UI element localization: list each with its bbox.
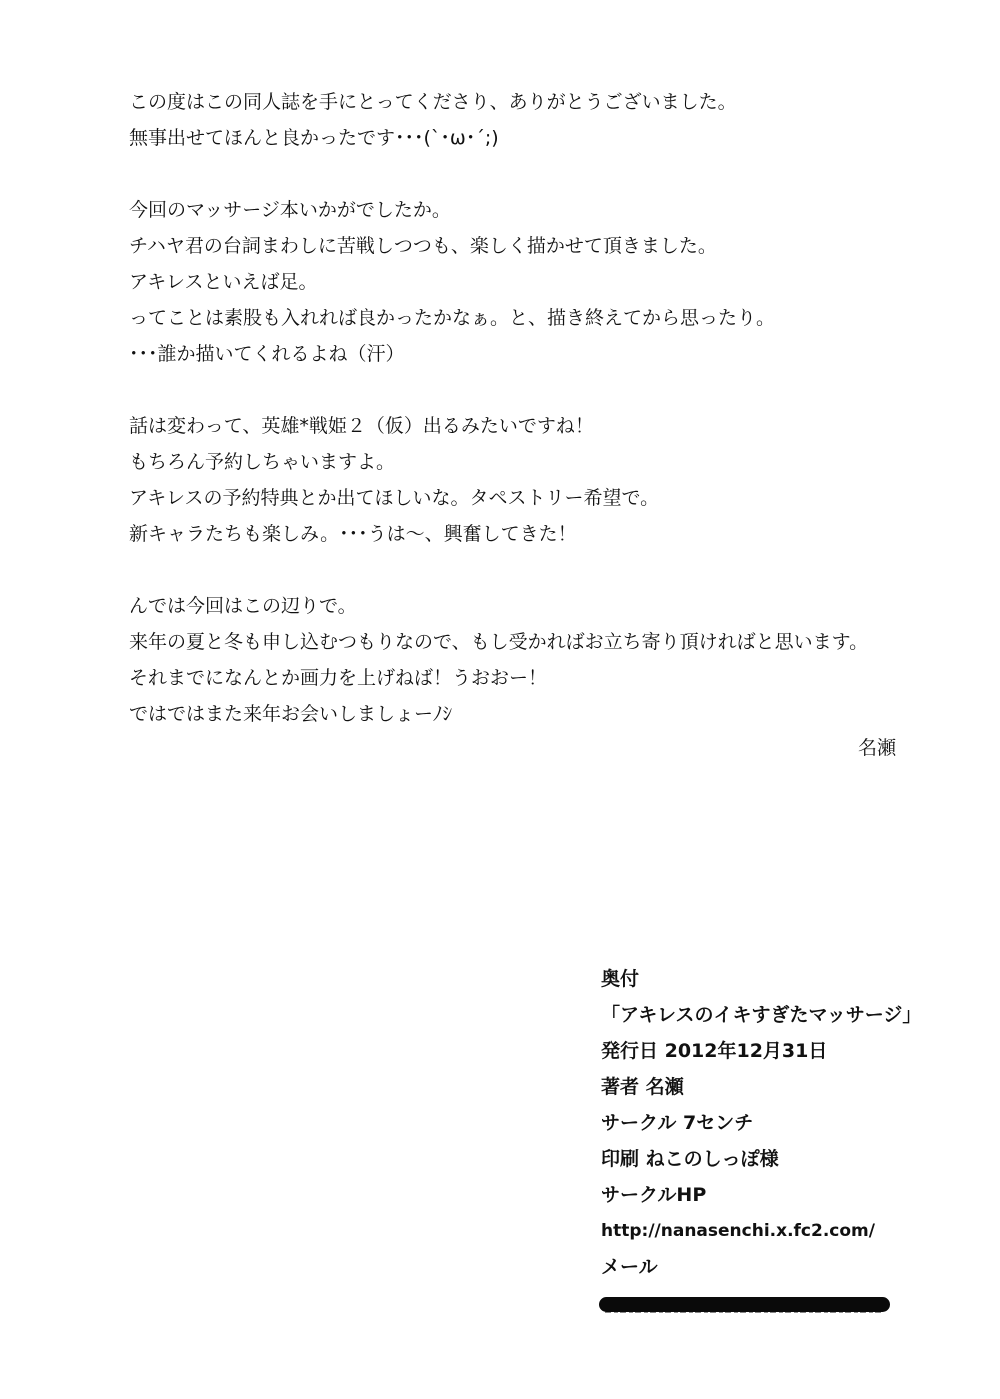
afterword-paragraph [129, 408, 929, 552]
text-line: 話は変わって、英雄*戦姫２（仮）出るみたいですね！ [129, 415, 594, 437]
text-line: チハヤ君の台詞まわしに苦戦しつつも、楽しく描かせて頂きました。 [129, 235, 717, 257]
afterword-paragraph [129, 192, 929, 372]
mail-label: メール [601, 1256, 658, 1278]
afterword-paragraph [129, 84, 929, 156]
printer-line: 印刷 ねこのしっぽ様 [601, 1148, 779, 1170]
colophon [601, 961, 941, 1285]
text-line: んでは今回はこの辺りで。 [129, 595, 357, 617]
text-line: 来年の夏と冬も申し込むつもりなので、もし受かればお立ち寄り頂ければと思います。 [129, 631, 869, 653]
text-line: 無事出せてほんと良かったです･･･(`･ω･´;) [129, 127, 499, 149]
afterword-paragraph [129, 588, 929, 732]
text-line: ･･･誰か描いてくれるよね（汗） [129, 343, 405, 365]
colophon-heading: 奥付 [601, 968, 640, 990]
text-line: 今回のマッサージ本いかがでしたか。 [129, 199, 451, 221]
homepage-url: http://nanasenchi.x.fc2.com/ [601, 1221, 875, 1241]
text-line: 新キャラたちも楽しみ。･･･うは～、興奮してきた！ [129, 523, 577, 545]
text-line: アキレスの予約特典とか出てほしいな。タペストリー希望で。 [129, 487, 660, 509]
publish-date: 発行日 2012年12月31日 [601, 1040, 828, 1062]
text-line: ってことは素股も入れれば良かったかなぁ。と、描き終えてから思ったり。 [129, 307, 776, 329]
text-line: もちろん予約しちゃいますよ。 [129, 451, 396, 473]
afterword-text [129, 84, 929, 732]
text-line: この度はこの同人誌を手にとってくださり、ありがとうございました。 [129, 91, 737, 113]
author-line: 著者 名瀬 [601, 1076, 684, 1098]
homepage-label: サークルHP [601, 1184, 707, 1206]
book-title: 「アキレスのイキすぎたマッサージ」 [601, 1004, 922, 1026]
redacted-email-bar [599, 1297, 890, 1312]
text-line: アキレスといえば足。 [129, 271, 318, 293]
text-line: それまでになんとか画力を上げねば！うおおー！ [129, 667, 548, 689]
author-signature: 名瀬 [857, 737, 896, 759]
text-line: ではではまた来年お会いしましょーﾉｼ [129, 703, 453, 725]
circle-line: サークル 7センチ [601, 1112, 754, 1134]
